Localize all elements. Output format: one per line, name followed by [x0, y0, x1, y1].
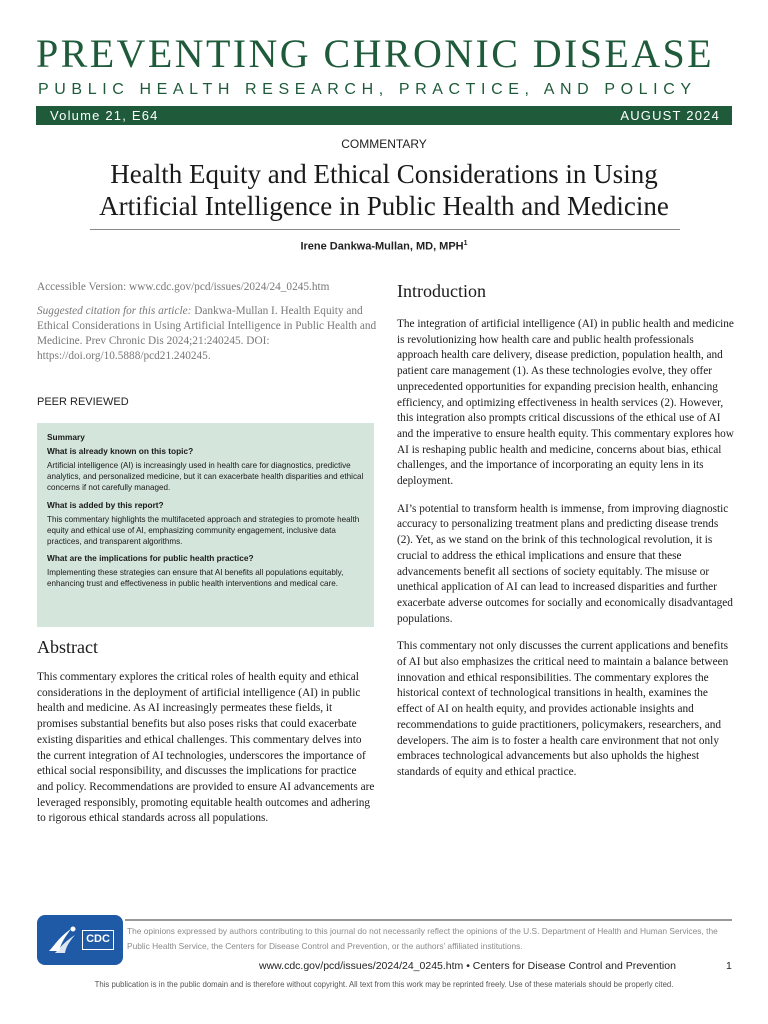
- title-divider: [90, 229, 680, 230]
- left-column: [37, 280, 377, 364]
- article-type: COMMENTARY: [341, 137, 427, 151]
- abstract-text: This commentary explores the critical roles of health equity and ethical considerations in the deployment of artificial intelligence (AI) in public health and medicine. As AI increasingly permeates these fields, it promises substantial benefits but also poses risks that could exacerbate existing disparities and ethical challenges. This commentary delves into the current integration of AI technologies, underscores the importance of ethical social responsibility, and discusses the implications for practice and policy. Recommendations are provided to ensure AI advancements are leveraged responsibly, promoting equitable health outcomes and adhering to rigorous ethical standards across all populations.: [37, 671, 375, 825]
- article-title-line-1: Health Equity and Ethical Considerations in Using: [110, 159, 658, 189]
- summary-answer-1: Artificial intelligence (AI) is increasingly used in health care for diagnostics, predictive analytics, and personalized medicine, but it can exacerbate health disparities and ethical concerns if not carefully managed.: [47, 461, 364, 493]
- hhs-eagle-icon: [43, 921, 81, 959]
- abstract-heading: Abstract: [37, 637, 98, 657]
- introduction-heading: Introduction: [397, 281, 486, 301]
- footer-divider: [125, 919, 732, 921]
- public-domain-notice: This publication is in the public domain and is therefore without copyright. All text from this work may be reprinted freely. Use of these materials should be properly cited.: [94, 980, 674, 989]
- journal-title: PREVENTING CHRONIC DISEASE: [36, 31, 714, 76]
- summary-question-1: What is already known on this topic?: [47, 446, 194, 456]
- peer-reviewed-label: PEER REVIEWED: [37, 396, 129, 408]
- summary-question-2: What is added by this report?: [47, 499, 164, 510]
- intro-paragraph-2: AI’s potential to transform health is immense, from improving diagnostic accuracy to personalizing treatment plans and predicting disease trends (2). Yet, as we stand on the brink of this technological revolution, it is crucial to address the ethical implications and ensure that these advancements benefit all sections of society equitably. The misuse or unethical application of AI can lead to increased disparities and further exacerbate adverse outcomes for socially and economically disadvantaged populations.: [397, 502, 733, 625]
- disclaimer-text: The opinions expressed by authors contributing to this journal do not necessarily reflect the opinions of the U.S. Department of Health and Human Services, the Public Health Service, the Centers for Disease Control and Prevention, or the authors’ affiliated institutions.: [127, 926, 718, 951]
- right-column: [397, 317, 734, 793]
- suggested-citation: [37, 304, 377, 364]
- author-line: [0, 240, 768, 253]
- article-title: [40, 158, 728, 222]
- summary-box: [37, 423, 374, 627]
- page-number: 1: [726, 960, 732, 972]
- issue-date: AUGUST 2024: [620, 108, 720, 123]
- intro-paragraph-3: This commentary not only discusses the current applications and benefits of AI but also emphasizes the critical need to maintain a balance between innovation and ethical responsibilities. The commentary explores the historical context of technological transitions in health, examines the effect of AI on health equity, and provides actionable insights and recommendations to guide practitioners, policymakers, researchers, and developers. The aim is to foster a health care environment that not only embraces technological advancements but also upholds the highest standards of equity and ethical practice.: [397, 640, 729, 778]
- summary-answer-2: This commentary highlights the multifaceted approach and strategies to promote health equity and ethical use of AI, emphasizing community engagement, inclusive data practices, and transparent algorithms.: [47, 514, 360, 547]
- cdc-logo-text: CDC: [82, 930, 114, 950]
- citation-text: Dankwa-Mullan I. Health Equity and Ethical Considerations in Using Artificial Intelligence in Public Health and Medicine. Prev Chronic Dis 2024;21:240245. DOI: https://doi.org/10.5888/pcd21.240245.: [37, 305, 377, 362]
- accessible-version[interactable]: Accessible Version: www.cdc.gov/pcd/issues/2024/24_0245.htm: [37, 281, 330, 293]
- summary-question-3: What are the implications for public health practice?: [47, 553, 254, 564]
- author-affiliation-mark: 1: [463, 240, 468, 247]
- issue-bar: [36, 106, 732, 125]
- article-title-line-2: Artificial Intelligence in Public Health and Medicine: [99, 191, 669, 221]
- cdc-logo: [37, 915, 123, 965]
- summary-heading: Summary: [47, 432, 85, 442]
- footer-url[interactable]: www.cdc.gov/pcd/issues/2024/24_0245.htm • Centers for Disease Control and Prevention: [259, 960, 676, 972]
- intro-paragraph-1: The integration of artificial intelligence (AI) in public health and medicine is revolutionizing how health care and public health professionals approach health care delivery, disease prediction, population health, and patient care management (1). As these technologies evolve, they offer unprecedented opportunities for expanding precision health, enhancing efficiency, and optimizing effectiveness in health services (2). However, this integration also prompts critical discussions of the ethical use of AI and the imperative to ensure health equity. This commentary explores how AI is reshaping public health and medicine, concerns about bias, ethical challenges, and the importance of incorporating an equity lens in its deployment.: [397, 318, 734, 488]
- volume-label: Volume 21, E64: [50, 108, 159, 123]
- summary-answer-3: Implementing these strategies can ensure that AI benefits all populations equitably, enhancing trust and effectiveness in public health interventions and medical care.: [47, 568, 344, 589]
- journal-subtitle: PUBLIC HEALTH RESEARCH, PRACTICE, AND POLICY: [38, 81, 697, 98]
- citation-lead: Suggested citation for this article:: [37, 305, 192, 317]
- author-name: Irene Dankwa-Mullan, MD, MPH: [300, 240, 464, 253]
